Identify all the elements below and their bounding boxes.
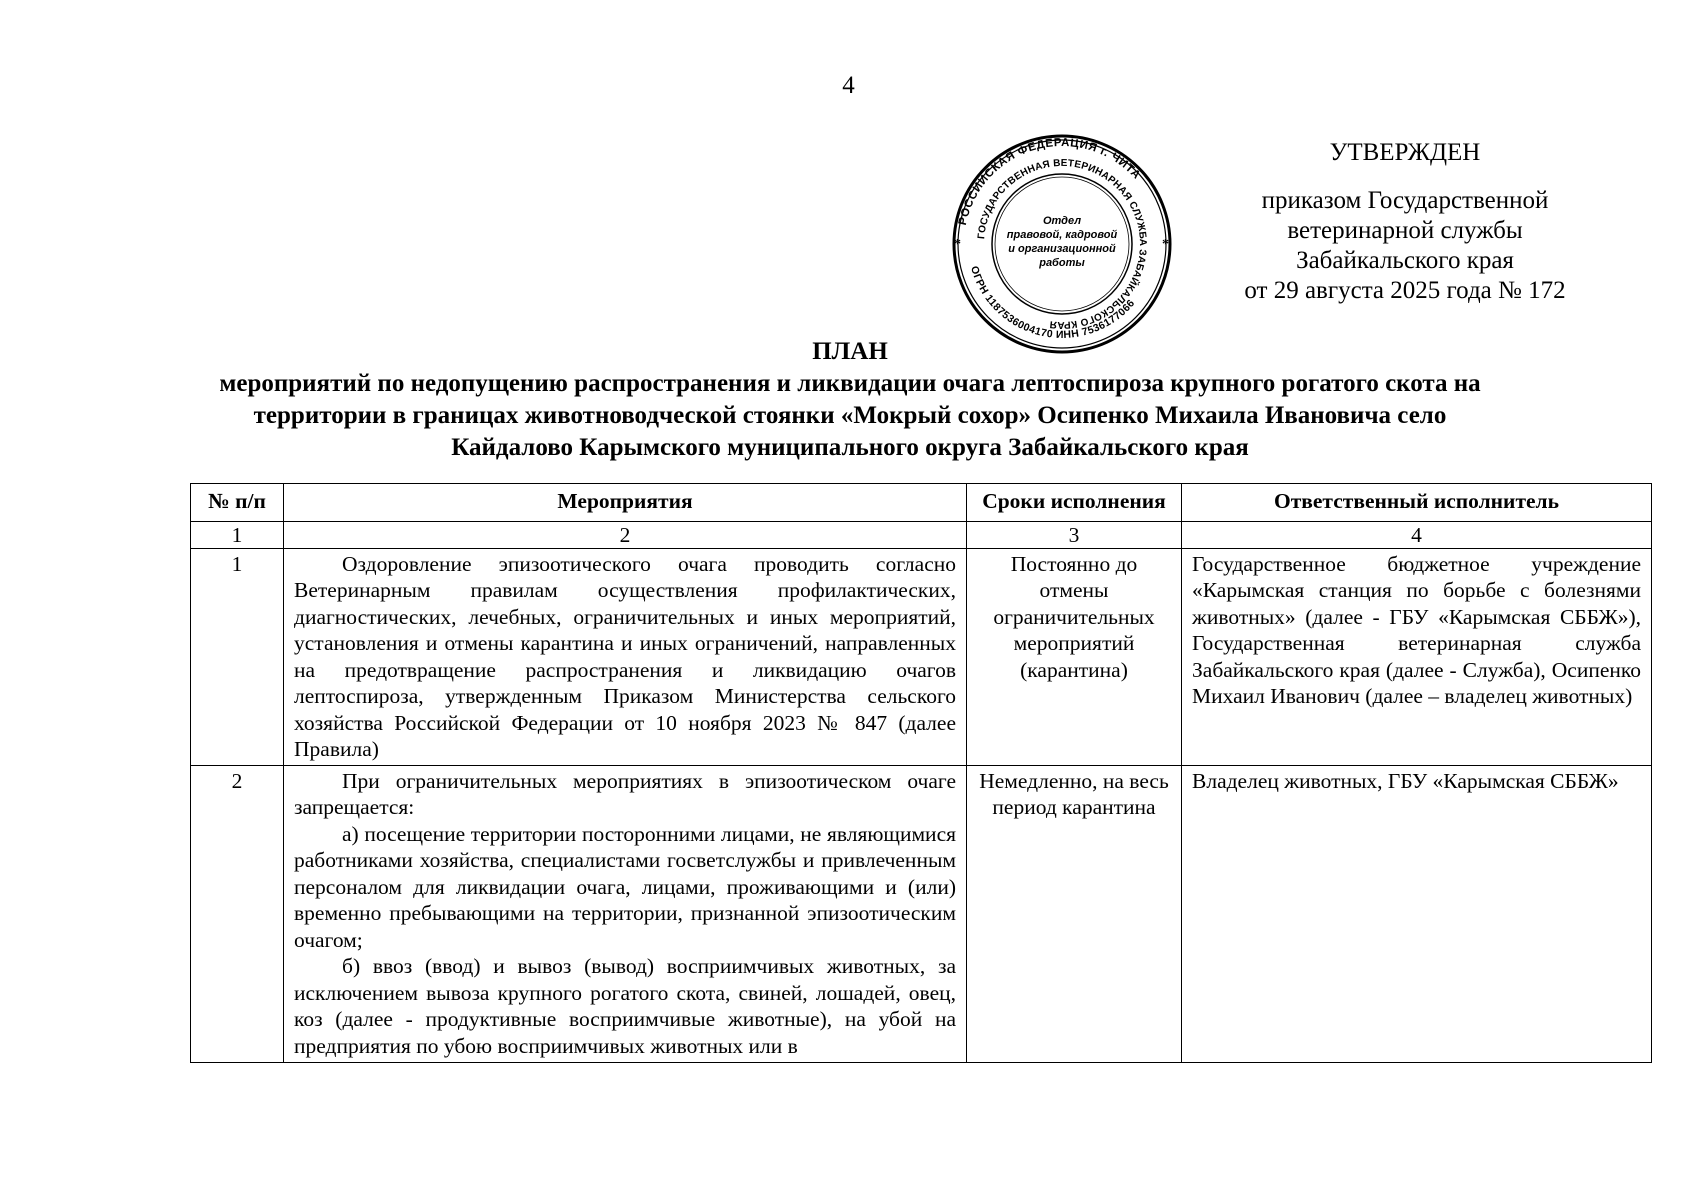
row-measure — [284, 765, 967, 1062]
header-measures: Мероприятия — [284, 484, 967, 522]
column-number-row — [191, 521, 1652, 548]
column-number: 3 — [967, 521, 1182, 548]
measure-paragraph: б) ввоз (ввод) и вывоз (вывод) восприимчивых животных, за исключением вывоза крупного рогатого скота, свиней, лошадей, овец, коз (далее - продуктивные восприимчивые животные), на убой на предприятия по убою восприимчивых животных или в — [294, 954, 956, 1058]
stamp-outer-text: РОССИЙСКАЯ ФЕДЕРАЦИЯ г. ЧИТА — [956, 136, 1143, 227]
table-row — [191, 765, 1652, 1062]
approval-line-3: Забайкальского края — [1296, 247, 1514, 274]
page-number: 4 — [842, 72, 855, 99]
header-responsible: Ответственный исполнитель — [1182, 484, 1652, 522]
row-num: 1 — [191, 548, 284, 765]
row-measure — [284, 548, 967, 765]
row-term: Постоянно до отмены ограничительных мероприятий (карантина) — [967, 548, 1182, 765]
row-responsible: Государственное бюджетное учреждение «Карымская станция по борьбе с болезнями животных» (далее - ГБУ «Карымская СББЖ»), Государственная ветеринарная служба Забайкальского края (далее - Служба), Осипенко Михаил Иванович (далее – владелец животных) — [1182, 548, 1652, 765]
stamp-center-line-3: и организационной — [1008, 243, 1116, 255]
measure-paragraph: а) посещение территории посторонними лицами, не являющимися работниками хозяйства, специалистами госветслужбы и привлеченным персоналом для ликвидации очага, лицами, проживающими и (или) временно пребывающими на территории, признанной эпизоотическим очагом; — [294, 821, 956, 952]
table-row — [191, 548, 1652, 765]
stamp-center-line-1: Отдел — [1042, 215, 1082, 227]
approval-line-1: приказом Государственной — [1261, 187, 1549, 214]
header-num: № п/п — [191, 484, 284, 522]
column-number: 4 — [1182, 521, 1652, 548]
approval-block — [1210, 138, 1600, 306]
stamp-bottom-text: ОГРН 1187536004170 ИНН 7536177066 — [967, 264, 1138, 342]
plan-subtitle-line-1: мероприятий по недопущению распространения и ликвидации очага лептоспироза крупного рогатого скота на — [219, 370, 1481, 397]
stamp-middle-text: ГОСУДАРСТВЕННАЯ ВЕТЕРИНАРНАЯ СЛУЖБА ЗАБАЙКАЛЬСКОГО КРАЯ — [976, 157, 1149, 331]
official-stamp — [950, 132, 1174, 356]
stamp-star-left: * — [954, 237, 961, 252]
row-term: Немедленно, на весь период карантина — [967, 765, 1182, 1062]
measure-paragraph: Оздоровление эпизоотического очага проводить согласно Ветеринарным правилам осуществления профилактических, диагностических, лечебных, ограничительных и иных мероприятий, установления и отмены карантина и иных ограничений, направленных на предотвращение распространения и ликвидацию очагов лептоспироза, утвержденным Приказом Министерства сельского хозяйства Российской Федерации от 10 ноября 2023 № 847 (далее Правила) — [294, 551, 956, 761]
header-terms: Сроки исполнения — [967, 484, 1182, 522]
table-header-row — [191, 484, 1652, 522]
approval-line-2: ветеринарной службы — [1287, 217, 1523, 244]
plan-subtitle-line-3: Кайдалово Карымского муниципального округа Забайкальского края — [451, 434, 1249, 461]
row-num: 2 — [191, 765, 284, 1062]
plan-subtitle-line-2: территории в границах животноводческой стоянки «Мокрый сохор» Осипенко Михаила Ивановича село — [253, 402, 1447, 429]
plan-heading — [120, 336, 1580, 464]
stamp-center-line-2: правовой, кадровой — [1006, 229, 1118, 241]
plan-table — [190, 483, 1652, 1063]
approved-label: УТВЕРЖДЕН — [1329, 139, 1481, 166]
column-number: 1 — [191, 521, 284, 548]
measure-paragraph: При ограничительных мероприятиях в эпизоотическом очаге запрещается: — [294, 768, 956, 819]
approval-line-4: от 29 августа 2025 года № 172 — [1244, 277, 1566, 304]
plan-title: ПЛАН — [812, 338, 888, 365]
stamp-center-line-4: работы — [1039, 257, 1085, 269]
row-responsible: Владелец животных, ГБУ «Карымская СББЖ» — [1182, 765, 1652, 1062]
stamp-star-right: * — [1162, 237, 1169, 252]
column-number: 2 — [284, 521, 967, 548]
